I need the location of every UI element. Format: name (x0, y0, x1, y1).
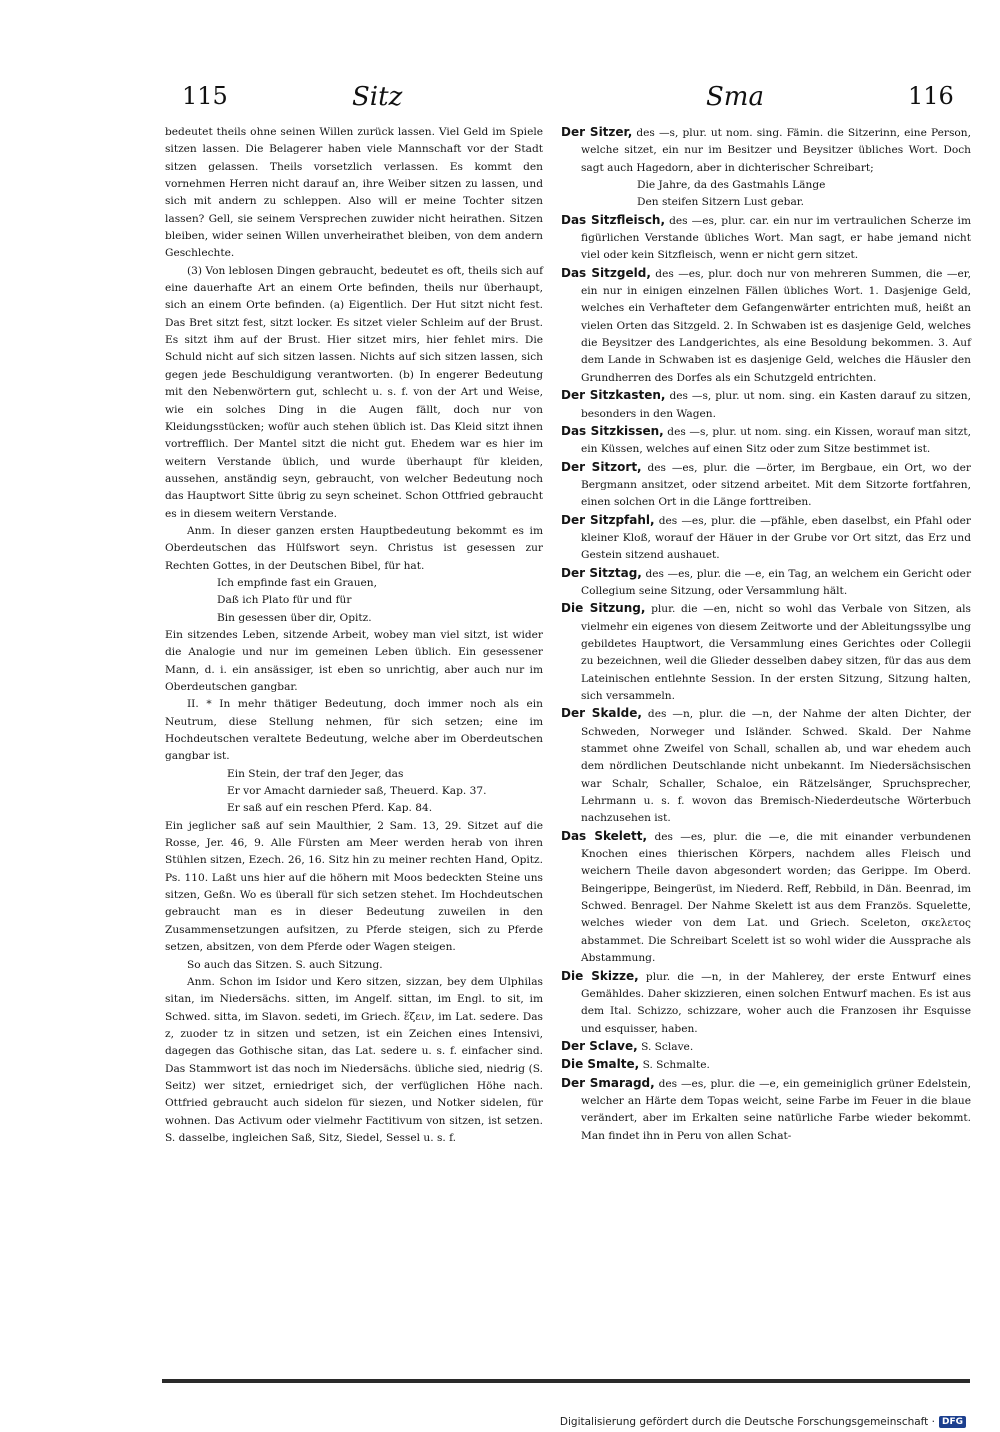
dictionary-entry (561, 828, 971, 968)
bottom-rule (162, 1379, 970, 1383)
entry-headword: Der Sitztag, (561, 565, 642, 580)
entry-text: des —s, plur. ut nom. sing. Fämin. die Sitzerinn, eine Person, welche sitzet, ein nur im Besitzer und Beysitzer übliches Wort. Doch sagt auch Hagedorn, aber in dichterischer Schreibart; (581, 127, 971, 174)
paragraph: Ein sitzendes Leben, sitzende Arbeit, wobey man viel sitzt, ist wider die Analogie und nur im gemeinen Leben üblich. Ein gesessener Mann, d. i. ein ansässiger, ist eben so unrichtig, aber auch nur im Oberdeutschen gangbar. (165, 628, 543, 693)
verse-line: Ich empfinde fast ein Grauen, (217, 576, 377, 589)
entry-text: plur. die —n, in der Mahlerey, der erste Entwurf eines Gemähldes. Daher skizzieren, einen solchen Entwurf machen. Es ist aus dem Ital. Schizzo, schizzare, woher auch die Franzosen ihr Esquisse und esquisser, haben. (581, 970, 972, 1035)
dictionary-entry (561, 423, 971, 459)
dictionary-entry (561, 459, 971, 512)
dictionary-entry (561, 1038, 971, 1056)
entry-text: S. Sclave. (641, 1040, 694, 1053)
paragraph: bedeutet theils ohne seinen Willen zurück lassen. Viel Geld im Spiele sitzen lassen. Die Belagerer haben viele Mannschaft vor der Stadt sitzen gelassen. Theils vorsetzlich verlassen. Es kommt den vornehmen Herren nicht darauf an, ihre Weiber sitzen zu lassen, und sich mit andern zu schleppen. Also will er meine Tochter sitzen lassen? Gell, sie seinem Versprechen zuwider nicht heirathen. Sitzen bleiben, wider seinen Willen unverheirathet bleiben, von dem andern Geschlechte. (165, 126, 543, 260)
entry-text: des —es, plur. die —örter, im Bergbaue, ein Ort, wo der Bergmann ansitzet, oder sitzend arbeitet. Mit dem Sitzorte fortfahren, einen solchen Ort in die Länge forttreiben. (581, 461, 971, 509)
entry-headword: Der Sitzer, (561, 125, 633, 139)
paragraph: Ein jeglicher saß auf sein Maulthier, 2 Sam. 13, 29. Sitzet auf die Rosse, Jer. 46, 9. Alle Fürsten am Meer werden herab von ihren Stühlen sitzen, Ezech. 26, 16. Sitz hin zu meiner rechten Hand, Opitz. Ps. 110. Laßt uns hier auf die höhern mit Moos bedeckten Steine uns sitzen, Geßn. Wo es überall für sich setzen stehet. Im Hochdeutschen gebraucht man es in dieser Bedeutung zuweilen in den Zusammensetzungen aufsitzen, zu Pferde steigen, sich zu Pferde setzen, absitzen, von dem Pferde oder Wagen steigen. (165, 819, 543, 954)
entry-text: des —es, plur. die —e, ein Tag, an welchem ein Gericht oder Collegium seine Sitzung, oder Versammlung hält. (581, 567, 972, 597)
entry-headword: Der Sclave, (561, 1038, 638, 1053)
entry-text: des —es, plur. car. ein nur im vertraulichen Scherze im figürlichen Verstande übliches Wort. Man sagt, er habe jemand nicht viel oder kein Sitzfleisch, wenn er nicht gern sitzet. (581, 214, 971, 262)
entry-text: des —es, plur. die —e, die mit einander verbundenen Knochen eines thierischen Körpers, nachdem alles Fleisch und weichern Theile davon abgesondert worden; das Gerippe. Im Oberd. Beingerippe, Beingerüst, im Niederd. Reff, Rebbild, in Dän. Beenrad, im Schwed. Benragel. Der Nahme Skelett ist aus dem Französ. Squelette, welches wieder von dem Lat. und Griech. Sceleton, σκελετος abstammet. Die Schreibart Scelett ist so wohl wider die Aussprache als Abstammung. (581, 830, 971, 965)
entry-headword: Das Sitzfleisch, (561, 212, 666, 227)
dictionary-entry (561, 600, 971, 705)
verse-line: Den steifen Sitzern Lust gebar. (637, 196, 805, 209)
paragraph: Anm. In dieser ganzen ersten Hauptbedeutung bekommt es im Oberdeutschen das Hülfswort seyn. Christus ist gesessen zur Rechten Gottes, in der Deutschen Bibel, für hat. (165, 524, 543, 572)
paragraph: So auch das Sitzen. S. auch Sitzung. (187, 958, 383, 971)
paragraph: Anm. Schon im Isidor und Kero sitzen, sizzan, bey dem Ulphilas sitan, im Niedersächs. sitten, im Angelf. sittan, im Engl. to sit, im Schwed. sitta, im Slavon. sedeti, im Griech. ἕζειν, im Lat. sedere. Das z, zuoder tz in sitzen und setzen, ist ein Zeichen eines Intensivi, dagegen das Gothische sitan, das Lat. sedere u. s. f. einfacher sind. Das Stammwort ist das noch im Niedersächs. übliche sied, niedrig (S. Seitz) wer sitzet, erniedriget sich, der verfüglichen Höhe nach. Ottfried gebraucht auch sidelon für siezen, und Notker sidelen, für wohnen. Das Activum oder vielmehr Factitivum von sitzen, ist setzen. S. dasselbe, ingleichen Saß, Sitz, Siedel, Sessel u. s. f. (165, 975, 543, 1144)
dictionary-entry (561, 387, 971, 423)
entry-text: des —es, plur. die —pfähle, eben daselbst, ein Pfahl oder kleiner Kloß, worauf der Häuer in der Grube vor Ort sitzt, das Erz und Gestein sitzend aushauet. (581, 514, 971, 562)
right-running-head: Sma (706, 82, 764, 112)
entry-headword: Der Smaragd, (561, 1075, 655, 1090)
left-column (165, 124, 543, 1147)
dictionary-entry (561, 1075, 971, 1145)
entry-headword: Das Sitzkissen, (561, 423, 664, 438)
entry-headword: Der Sitzkasten, (561, 388, 666, 403)
entry-text: des —n, plur. die —n, der Nahme der alten Dichter, der Schweden, Norweger und Isländer. Schwed. Skald. Der Nahme stammet ohne Zweifel von Schall, schallen ab, und war ehedem auch dem nördlichen Deutschlande nicht unbekannt. Im Niedersächsischen war Schalr, Schaller, Schaloe, ein Rätzelsänger, Spruchsprecher, Lehrmann u. s. f. wovon das Bremisch-Niederdeutsche Wörterbuch nachzusehen ist. (581, 708, 971, 825)
right-column (561, 124, 971, 1145)
entry-headword: Die Skizze, (561, 968, 639, 983)
dictionary-entry (561, 565, 971, 601)
entry-text: des —s, plur. ut nom. sing. ein Kasten darauf zu sitzen, besonders in den Wagen. (581, 390, 971, 420)
entry-headword: Der Sitzort, (561, 459, 642, 474)
footer-text: Digitalisierung gefördert durch die Deutsche Forschungsgemeinschaft · (559, 1416, 935, 1428)
entry-headword: Das Sitzgeld, (561, 265, 651, 280)
dictionary-entry (561, 968, 971, 1038)
left-page-number: 115 (182, 82, 228, 110)
left-running-head: Sitz (352, 82, 403, 112)
verse-line: Bin gesessen über dir, Opitz. (217, 611, 372, 624)
paragraph: (3) Von leblosen Dingen gebraucht, bedeutet es oft, theils sich auf eine dauerhafte Art an einem Orte befinden, theils nur überhaupt, sich an einem Orte befinden. (a) Eigentlich. Der Hut sitzt nicht fest. Das Bret sitzt fest, sitzt locker. Es sitzet vieler Schleim auf der Brust. Es sitzt ihm auf der Brust. Hier sitzet mirs, hier fehlet mirs. Die Schuld nicht auf sich sitzen lassen. Nichts auf sich sitzen lassen, sich gegen jede Beschuldigung verantworten. (b) In engerer Bedeutung mit den Nebenwörtern gut, schlecht u. s. f. von der Art und Weise, wie ein solches Ding in die Augen fällt, doch nur von Kleidungsstücken; wofür auch stehen üblich ist. Das Kleid sitzt ihnen vortrefflich. Der Mantel sitzt die nicht gut. Ehedem war es hier im weitern Verstande üblich, und wurde überhaupt für kleiden, aussehen, anständig seyn, gebraucht, von welcher Bedeutung noch das Hauptwort Sitte übrig zu seyn scheinet. Schon Ottfried gebraucht es in diesem weitern Verstande. (165, 264, 543, 520)
verse-line: Daß ich Plato für und für (217, 594, 352, 607)
dictionary-entry (561, 124, 971, 177)
dfg-logo-icon: DFG (939, 1416, 966, 1428)
entry-text: des —es, plur. die —e, ein gemeiniglich grüner Edelstein, welcher an Härte dem Topas weicht, seine Farbe im Feuer in die blaue verändert, aber im Erkalten seine natürliche Farbe wieder bekommt. Man findet ihn in Peru von allen Schat- (581, 1077, 971, 1142)
right-page-number: 116 (908, 82, 954, 110)
entry-headword: Die Sitzung, (561, 601, 646, 616)
paragraph: II. * In mehr thätiger Bedeutung, doch immer noch als ein Neutrum, diese Stellung nehmen, für sich setzen; eine im Hochdeutschen veraltete Bedeutung, welche aber im Oberdeutschen gangbar ist. (165, 698, 543, 763)
entry-text: des —es, plur. doch nur von mehreren Summen, die —er, ein nur in einigen einzelnen Fällen übliches Wort. 1. Dasjenige Geld, welches ein Verhafteter dem Gefangenwärter entrichten muß, heißt an vielen Orten das Sitzgeld. 2. In Schwaben ist es dasjenige Geld, welches die Beysitzer des Landgerichtes, als eine Besoldung bekommen. 3. Auf dem Lande in Schwaben ist es dasjenige Geld, welches die Häusler den Grundherren des Dorfes als ein Schutzgeld entrichten. (581, 267, 971, 384)
dictionary-entry (561, 1056, 971, 1074)
dictionary-entry (561, 705, 971, 827)
entry-headword: Der Sitzpfahl, (561, 512, 655, 527)
verse-line: Ein Stein, der traf den Jeger, das (227, 767, 404, 780)
dictionary-entry (561, 512, 971, 565)
verse-line: Die Jahre, da des Gastmahls Länge (637, 179, 826, 192)
entry-text: plur. die —en, nicht so wohl das Verbale von Sitzen, als vielmehr ein eigenes von diesem Zeitworte und der Ableitungssylbe ung gebildetes Hauptwort, die Versammlung eines Gerichtes oder Collegii zu bezeichnen, weil die Glieder desselben dabey sitzen, für das aus dem Lateinischen entlehnte Session. In der ersten Sitzung, Sitzung halten, sich versammeln. (581, 603, 971, 702)
digitization-footer (560, 1416, 966, 1428)
entry-headword: Das Skelett, (561, 828, 648, 843)
entry-text: des —s, plur. ut nom. sing. ein Kissen, worauf man sitzt, ein Küssen, welches auf einen Sitz oder zum Sitze bestimmet ist. (581, 425, 971, 456)
entry-headword: Die Smalte, (561, 1057, 640, 1072)
verse-line: Er saß auf ein reschen Pferd. Kap. 84. (227, 802, 433, 815)
dictionary-entry (561, 212, 971, 265)
entry-headword: Der Skalde, (561, 706, 642, 721)
dictionary-entry (561, 265, 971, 387)
entry-text: S. Schmalte. (642, 1059, 710, 1072)
verse-line: Er vor Amacht darnieder saß, Theuerd. Kap. 37. (227, 785, 487, 798)
